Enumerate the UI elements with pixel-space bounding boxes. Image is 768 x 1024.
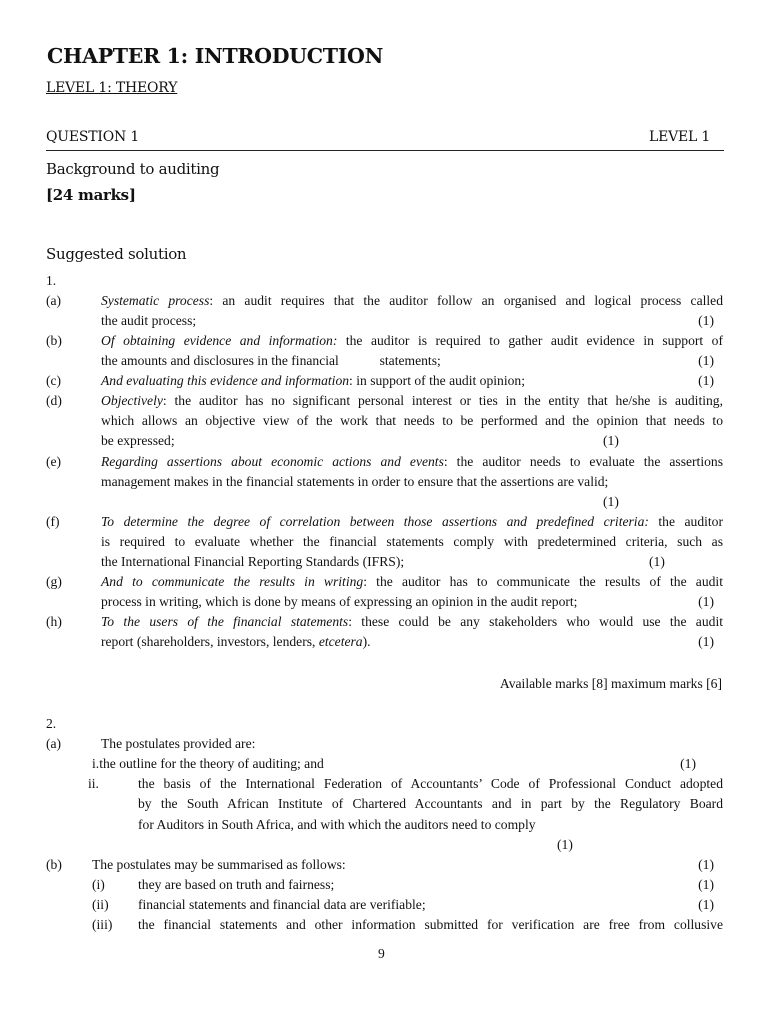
q2a-ii-line2: by the South African Institute of Chartered Accountants and in part by the Regulatory Board bbox=[138, 796, 723, 811]
q1b-mark: (1) bbox=[698, 353, 714, 368]
q2a-i-text: the outline for the theory of auditing; and bbox=[99, 756, 324, 771]
q1d-label: (d) bbox=[46, 393, 62, 408]
header-divider bbox=[46, 150, 724, 151]
q1h-etcetera: etcetera bbox=[318, 634, 363, 649]
q2-number: 2. bbox=[46, 716, 57, 731]
q1d-line1 bbox=[101, 391, 723, 411]
q1b-text: the auditor is required to gather audit evidence in support of bbox=[337, 333, 723, 348]
q2b-iii-text: the financial statements and other information submitted for verification are free from collusive bbox=[138, 917, 723, 932]
q1f-term: To determine the degree of correlation between those assertions and predefined criteria: bbox=[101, 514, 649, 529]
question-label: QUESTION 1 bbox=[46, 129, 140, 145]
question-marks: [24 marks] bbox=[46, 186, 136, 204]
q2b-ii-num: (ii) bbox=[92, 897, 109, 912]
q2b-i-text: they are based on truth and fairness; bbox=[138, 877, 335, 892]
q2a-label: (a) bbox=[46, 736, 62, 751]
q2a-i-line bbox=[92, 754, 324, 774]
q1g-mark: (1) bbox=[698, 594, 714, 609]
q1e-text: : the auditor needs to evaluate the assertions bbox=[443, 454, 723, 469]
q2b-mark: (1) bbox=[698, 857, 714, 872]
page-number: 9 bbox=[378, 946, 385, 961]
q2a-i-num: i. bbox=[92, 756, 100, 771]
q1a-term: Systematic process bbox=[101, 293, 210, 308]
q2a-ii-line1: the basis of the International Federation of Accountants’ Code of Professional Conduct adopted bbox=[138, 776, 723, 791]
q1c-term: And evaluating this evidence and information bbox=[101, 373, 350, 388]
q1b-term: Of obtaining evidence and information: bbox=[101, 333, 338, 348]
q1e-term: Regarding assertions about economic actions and events bbox=[101, 454, 444, 469]
level-heading: LEVEL 1: THEORY bbox=[46, 80, 178, 96]
q1g-text: : the auditor has to communicate the results of the audit bbox=[363, 574, 723, 589]
q1g-term: And to communicate the results in writing bbox=[101, 574, 364, 589]
question-topic: Background to auditing bbox=[46, 160, 220, 178]
q1a-label: (a) bbox=[46, 293, 62, 308]
q1e-label: (e) bbox=[46, 454, 62, 469]
q2a-ii-num: ii. bbox=[88, 776, 99, 791]
q1h-text: : these could be any stakeholders who would use the audit bbox=[348, 614, 723, 629]
q1c-text: : in support of the audit opinion; bbox=[349, 373, 525, 388]
q1f-line1 bbox=[101, 512, 723, 532]
q1a-line1 bbox=[101, 291, 723, 311]
q2a-i-mark: (1) bbox=[680, 756, 696, 771]
q1f-mark: (1) bbox=[649, 554, 665, 569]
chapter-title: CHAPTER 1: INTRODUCTION bbox=[47, 44, 384, 68]
q1a-text: : an audit requires that the auditor follow an organised and logical process called bbox=[209, 293, 723, 308]
q1f-text: the auditor bbox=[648, 514, 723, 529]
q2a-ii-mark: (1) bbox=[557, 837, 573, 852]
q1g-line1 bbox=[101, 572, 723, 592]
question-level: LEVEL 1 bbox=[649, 129, 711, 145]
q1-number: 1. bbox=[46, 273, 57, 288]
q1b-label: (b) bbox=[46, 333, 62, 348]
q1g-line2: process in writing, which is done by means of expressing an opinion in the audit report; bbox=[101, 594, 578, 609]
q2a-text: The postulates provided are: bbox=[101, 736, 256, 751]
q1b-line2: the amounts and disclosures in the financial statements; bbox=[101, 353, 441, 368]
q1c-mark: (1) bbox=[698, 373, 714, 388]
q2b-label: (b) bbox=[46, 857, 62, 872]
q2b-i-mark: (1) bbox=[698, 877, 714, 892]
q1d-text: : the auditor has no significant personal interest or ties in the entity that he/she is auditing, bbox=[162, 393, 723, 408]
q1a-line2: the audit process; bbox=[101, 313, 197, 328]
q1h-text3: ). bbox=[362, 634, 371, 649]
q1c-line1 bbox=[101, 371, 525, 391]
q1f-line3: the International Financial Reporting Standards (IFRS); bbox=[101, 554, 405, 569]
q1e-mark: (1) bbox=[603, 494, 619, 509]
q1f-line2: is required to evaluate whether the financial statements comply with predetermined criteria, such as bbox=[101, 534, 723, 549]
q1b-line1 bbox=[101, 331, 723, 351]
q1f-label: (f) bbox=[46, 514, 60, 529]
q1d-line2: which allows an objective view of the work that needs to be performed and the opinion that needs to bbox=[101, 413, 723, 428]
q1a-mark: (1) bbox=[698, 313, 714, 328]
q2b-text: The postulates may be summarised as follows: bbox=[92, 857, 346, 872]
q1e-line2: management makes in the financial statements in order to ensure that the assertions are valid; bbox=[101, 474, 609, 489]
q1h-mark: (1) bbox=[698, 634, 714, 649]
q1c-label: (c) bbox=[46, 373, 62, 388]
q1g-label: (g) bbox=[46, 574, 62, 589]
q2b-ii-text: financial statements and financial data are verifiable; bbox=[138, 897, 426, 912]
q1d-mark: (1) bbox=[603, 433, 619, 448]
q1h-text2: report (shareholders, investors, lenders, bbox=[101, 634, 319, 649]
q1d-line3: be expressed; bbox=[101, 433, 175, 448]
q1-available-marks: Available marks [8] maximum marks [6] bbox=[499, 676, 722, 691]
suggested-solution-heading: Suggested solution bbox=[46, 245, 187, 263]
q1h-label: (h) bbox=[46, 614, 62, 629]
q2b-i-num: (i) bbox=[92, 877, 105, 892]
q1h-term: To the users of the financial statements bbox=[101, 614, 349, 629]
q2b-iii-num: (iii) bbox=[92, 917, 113, 932]
q1h-line1 bbox=[101, 612, 723, 632]
q2b-ii-mark: (1) bbox=[698, 897, 714, 912]
q1e-line1 bbox=[101, 452, 723, 472]
q2a-ii-line3: for Auditors in South Africa, and with which the auditors need to comply bbox=[138, 817, 536, 832]
q1h-line2 bbox=[101, 632, 371, 652]
q1d-term: Objectively bbox=[101, 393, 163, 408]
